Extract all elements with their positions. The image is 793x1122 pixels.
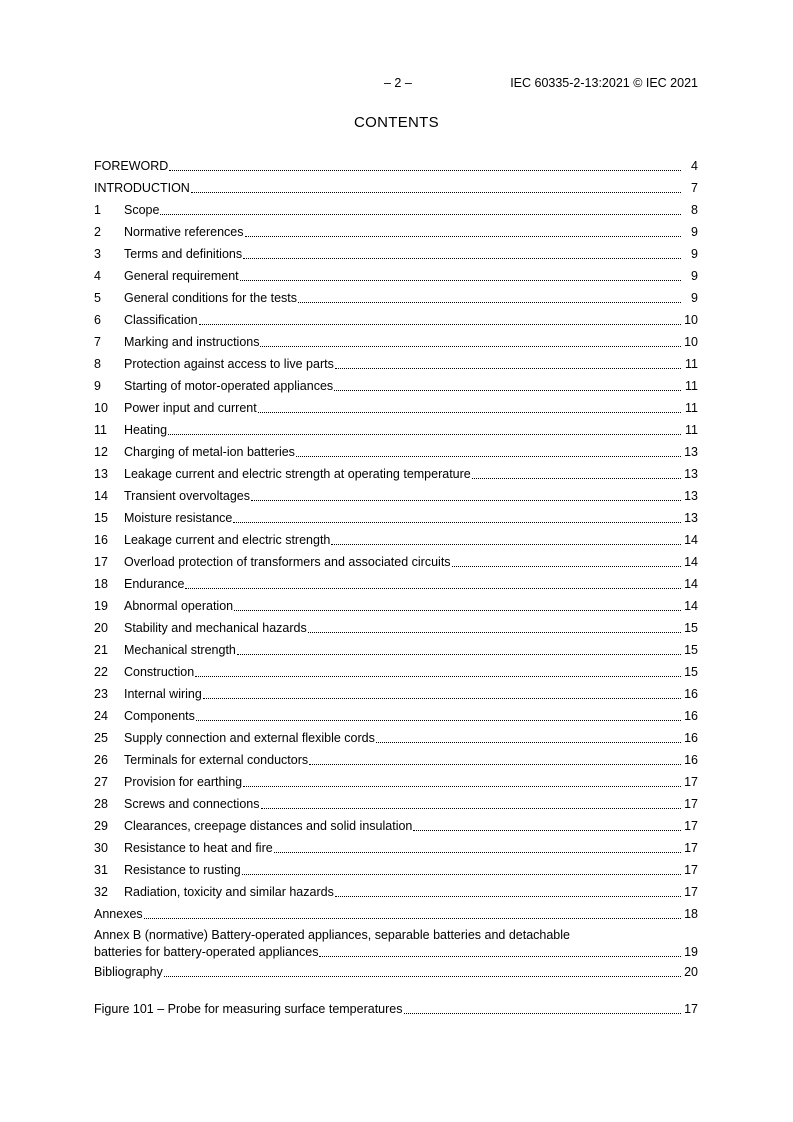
page-header [94,76,698,92]
toc-entry-text: Starting of motor-operated appliances [124,379,334,393]
toc-entry-text: Charging of metal-ion batteries [124,445,295,459]
toc-entry[interactable] [94,509,698,531]
leader-dots [185,575,681,589]
leader-dots [309,751,681,765]
toc-entry-number: 32 [94,885,108,899]
leader-dots [472,465,681,479]
toc-entry[interactable] [94,905,698,927]
toc-entry[interactable] [94,861,698,883]
leader-dots [298,289,681,303]
toc-entry-page: 15 [684,643,698,657]
toc-entry-text: Terminals for external conductors [124,753,309,767]
toc-entry-text: Mechanical strength [124,643,236,657]
toc-entry-text: Abnormal operation [124,599,234,613]
toc-entry-number: 5 [94,291,101,305]
toc-entry[interactable] [94,773,698,795]
toc-entry[interactable] [94,619,698,641]
toc-entry-text: Overload protection of transformers and associated circuits [124,555,451,569]
leader-dots [452,553,681,567]
toc-entry-page: 9 [691,269,698,283]
leader-dots [237,641,681,655]
leader-dots [413,817,681,831]
toc-entry-number: 17 [94,555,108,569]
toc-entry-text: Leakage current and electric strength [124,533,331,547]
toc-entry-page: 16 [684,687,698,701]
toc-entry[interactable] [94,443,698,465]
toc-entry[interactable] [94,377,698,399]
toc-entry-page: 9 [691,247,698,261]
leader-dots [199,311,681,325]
toc-entry[interactable] [94,685,698,707]
toc-entry-number: 19 [94,599,108,613]
toc-entry-text: Clearances, creepage distances and solid insulation [124,819,413,833]
toc-entry-number: 8 [94,357,101,371]
leader-dots [274,839,681,853]
leader-dots [169,157,681,171]
leader-dots [195,663,681,677]
toc-entry-number: 11 [94,423,107,437]
leader-dots [261,795,682,809]
leader-dots [196,707,681,721]
toc-entry-page: 14 [684,577,698,591]
toc-entry-text: Resistance to rusting [124,863,241,877]
toc-entry-text: Moisture resistance [124,511,233,525]
toc-entry-page: 17 [684,775,698,789]
leader-dots [258,399,681,413]
toc-entry[interactable] [94,795,698,817]
toc-entry-page: 14 [684,555,698,569]
toc-entry-text: Leakage current and electric strength at operating temperature [124,467,471,481]
toc-entries [94,157,698,927]
toc-entry-page: 13 [684,511,698,525]
leader-dots [242,861,681,875]
toc-entry[interactable] [94,201,698,223]
leader-dots [160,201,681,215]
toc-entry-page: 19 [684,945,698,959]
toc-entry[interactable] [94,883,698,905]
leader-dots [331,531,681,545]
toc-entry[interactable] [94,421,698,443]
toc-entry-page: 15 [684,665,698,679]
toc-entry-number: 28 [94,797,108,811]
toc-entry-number: 15 [94,511,108,525]
leader-dots [335,355,681,369]
toc-entry-number: 13 [94,467,108,481]
table-of-contents [94,157,698,1022]
toc-entry-text: Protection against access to live parts [124,357,334,371]
toc-entry-text: Power input and current [124,401,257,415]
leader-dots [234,597,681,611]
toc-entry-page: 11 [685,357,698,371]
toc-entry-page: 17 [684,819,698,833]
toc-entry-text: Transient overvoltages [124,489,250,503]
toc-entry-number: 9 [94,379,101,393]
toc-entry-page: 9 [691,225,698,239]
toc-entry[interactable] [94,641,698,663]
leader-dots [376,729,681,743]
toc-entry-annex-b-line2: batteries for battery-operated appliances [94,945,319,959]
toc-entry-page: 14 [684,533,698,547]
leader-dots [168,421,681,435]
toc-entry-annex-b-line1: Annex B (normative) Battery-operated appliances, separable batteries and detachable [94,928,570,942]
toc-entry-text: Radiation, toxicity and similar hazards [124,885,334,899]
toc-entry[interactable] [94,751,698,773]
toc-entry[interactable] [94,157,698,179]
toc-entry-page: 13 [684,489,698,503]
toc-entry[interactable] [94,663,698,685]
toc-entry-text: Stability and mechanical hazards [124,621,307,635]
toc-entry[interactable] [94,487,698,509]
toc-entry-page: 11 [685,401,698,415]
toc-entry-page: 10 [684,313,698,327]
toc-entry-number: 14 [94,489,108,503]
toc-entry-page: 15 [684,621,698,635]
toc-entry-number: 31 [94,863,108,877]
toc-entry-number: 25 [94,731,108,745]
toc-entry-number: 10 [94,401,108,415]
leader-dots [334,377,681,391]
toc-entry-annex-b[interactable] [94,927,698,963]
toc-entry-text: Terms and definitions [124,247,243,261]
toc-entry-page: 14 [684,599,698,613]
toc-entry-text: General requirement [124,269,239,283]
leader-dots [243,773,681,787]
toc-entry-page: 7 [691,181,698,195]
toc-entry[interactable] [94,553,698,575]
toc-entry-text: INTRODUCTION [94,181,190,195]
toc-entry-text: Heating [124,423,168,437]
toc-entry-text: FOREWORD [94,159,169,173]
toc-entry-page: 10 [684,335,698,349]
toc-entry-page: 13 [684,467,698,481]
toc-entry[interactable] [94,597,698,619]
toc-entry-page: 11 [685,423,698,437]
toc-entry[interactable] [94,707,698,729]
leader-dots [191,179,681,193]
toc-entry[interactable] [94,223,698,245]
toc-entry[interactable] [94,817,698,839]
toc-entry[interactable] [94,531,698,553]
toc-entry-number: 16 [94,533,108,547]
toc-entry-text: Construction [124,665,195,679]
leader-dots [144,905,681,919]
toc-entry[interactable] [94,399,698,421]
toc-entry-page: 18 [684,907,698,921]
toc-entry-number: 18 [94,577,108,591]
leader-dots [240,267,681,281]
toc-entry-page: 11 [685,379,698,393]
toc-entry[interactable] [94,355,698,377]
page-number: – 2 – [384,76,412,90]
toc-entry[interactable] [94,333,698,355]
toc-entry-number: 20 [94,621,108,635]
toc-entry-number: 26 [94,753,108,767]
toc-entry-page: 4 [691,159,698,173]
leader-dots [308,619,681,633]
toc-entry-text: Screws and connections [124,797,260,811]
toc-entry-text: Internal wiring [124,687,202,701]
toc-entry-number: 21 [94,643,108,657]
toc-entry-text: Provision for earthing [124,775,243,789]
toc-entry-page: 9 [691,291,698,305]
toc-entry-text: Endurance [124,577,185,591]
toc-entry-text: Annexes [94,907,143,921]
toc-entry-number: 29 [94,819,108,833]
toc-entry[interactable] [94,575,698,597]
leader-dots [335,883,681,897]
section-spacer [94,985,698,1000]
toc-entry-text: Normative references [124,225,244,239]
toc-entry-number: 12 [94,445,108,459]
toc-entry-text: Components [124,709,195,723]
contents-title: CONTENTS [354,114,439,131]
toc-entry-page: 20 [684,965,698,979]
toc-entry-text: Marking and instructions [124,335,260,349]
leader-dots [245,223,682,237]
toc-entry-text: Supply connection and external flexible cords [124,731,375,745]
leader-dots [260,333,681,347]
leader-dots [296,443,681,457]
toc-entry-page: 17 [684,841,698,855]
toc-entry-number: 23 [94,687,108,701]
leader-dots [404,1000,682,1014]
toc-entry-page: 13 [684,445,698,459]
leader-dots [233,509,681,523]
toc-entry-number: 24 [94,709,108,723]
toc-entry-page: 16 [684,753,698,767]
toc-entry-number: 4 [94,269,101,283]
toc-entry-page: 17 [684,885,698,899]
toc-entry-page: 16 [684,709,698,723]
toc-entry-bibliography[interactable] [94,963,698,985]
toc-entry-text: Classification [124,313,198,327]
toc-entry-number: 6 [94,313,101,327]
leader-dots [243,245,681,259]
toc-entry[interactable] [94,267,698,289]
toc-entry[interactable] [94,839,698,861]
toc-entry[interactable] [94,729,698,751]
toc-entry-page: 8 [691,203,698,217]
toc-entry-page: 17 [684,797,698,811]
toc-entry-text: Bibliography [94,965,163,979]
leader-dots [203,685,681,699]
toc-entry-number: 3 [94,247,101,261]
toc-entry[interactable] [94,179,698,201]
toc-entry-text: Resistance to heat and fire [124,841,273,855]
toc-entry[interactable] [94,289,698,311]
figure-entry-text: Figure 101 – Probe for measuring surface temperatures [94,1002,403,1016]
leader-dots [164,963,681,977]
toc-entry-number: 30 [94,841,108,855]
leader-dots [319,943,681,957]
toc-entry-number: 22 [94,665,108,679]
figure-entry[interactable] [94,1000,698,1022]
standard-reference: IEC 60335-2-13:2021 © IEC 2021 [510,76,698,90]
toc-entry-number: 2 [94,225,101,239]
toc-entry[interactable] [94,311,698,333]
toc-entry-page: 16 [684,731,698,745]
leader-dots [251,487,681,501]
toc-entry-text: General conditions for the tests [124,291,298,305]
toc-entry[interactable] [94,465,698,487]
figure-entry-page: 17 [684,1002,698,1016]
toc-entry-page: 17 [684,863,698,877]
toc-entry-number: 1 [94,203,101,217]
toc-entry[interactable] [94,245,698,267]
toc-entry-text: Scope [124,203,160,217]
toc-entry-number: 27 [94,775,108,789]
toc-entry-number: 7 [94,335,101,349]
